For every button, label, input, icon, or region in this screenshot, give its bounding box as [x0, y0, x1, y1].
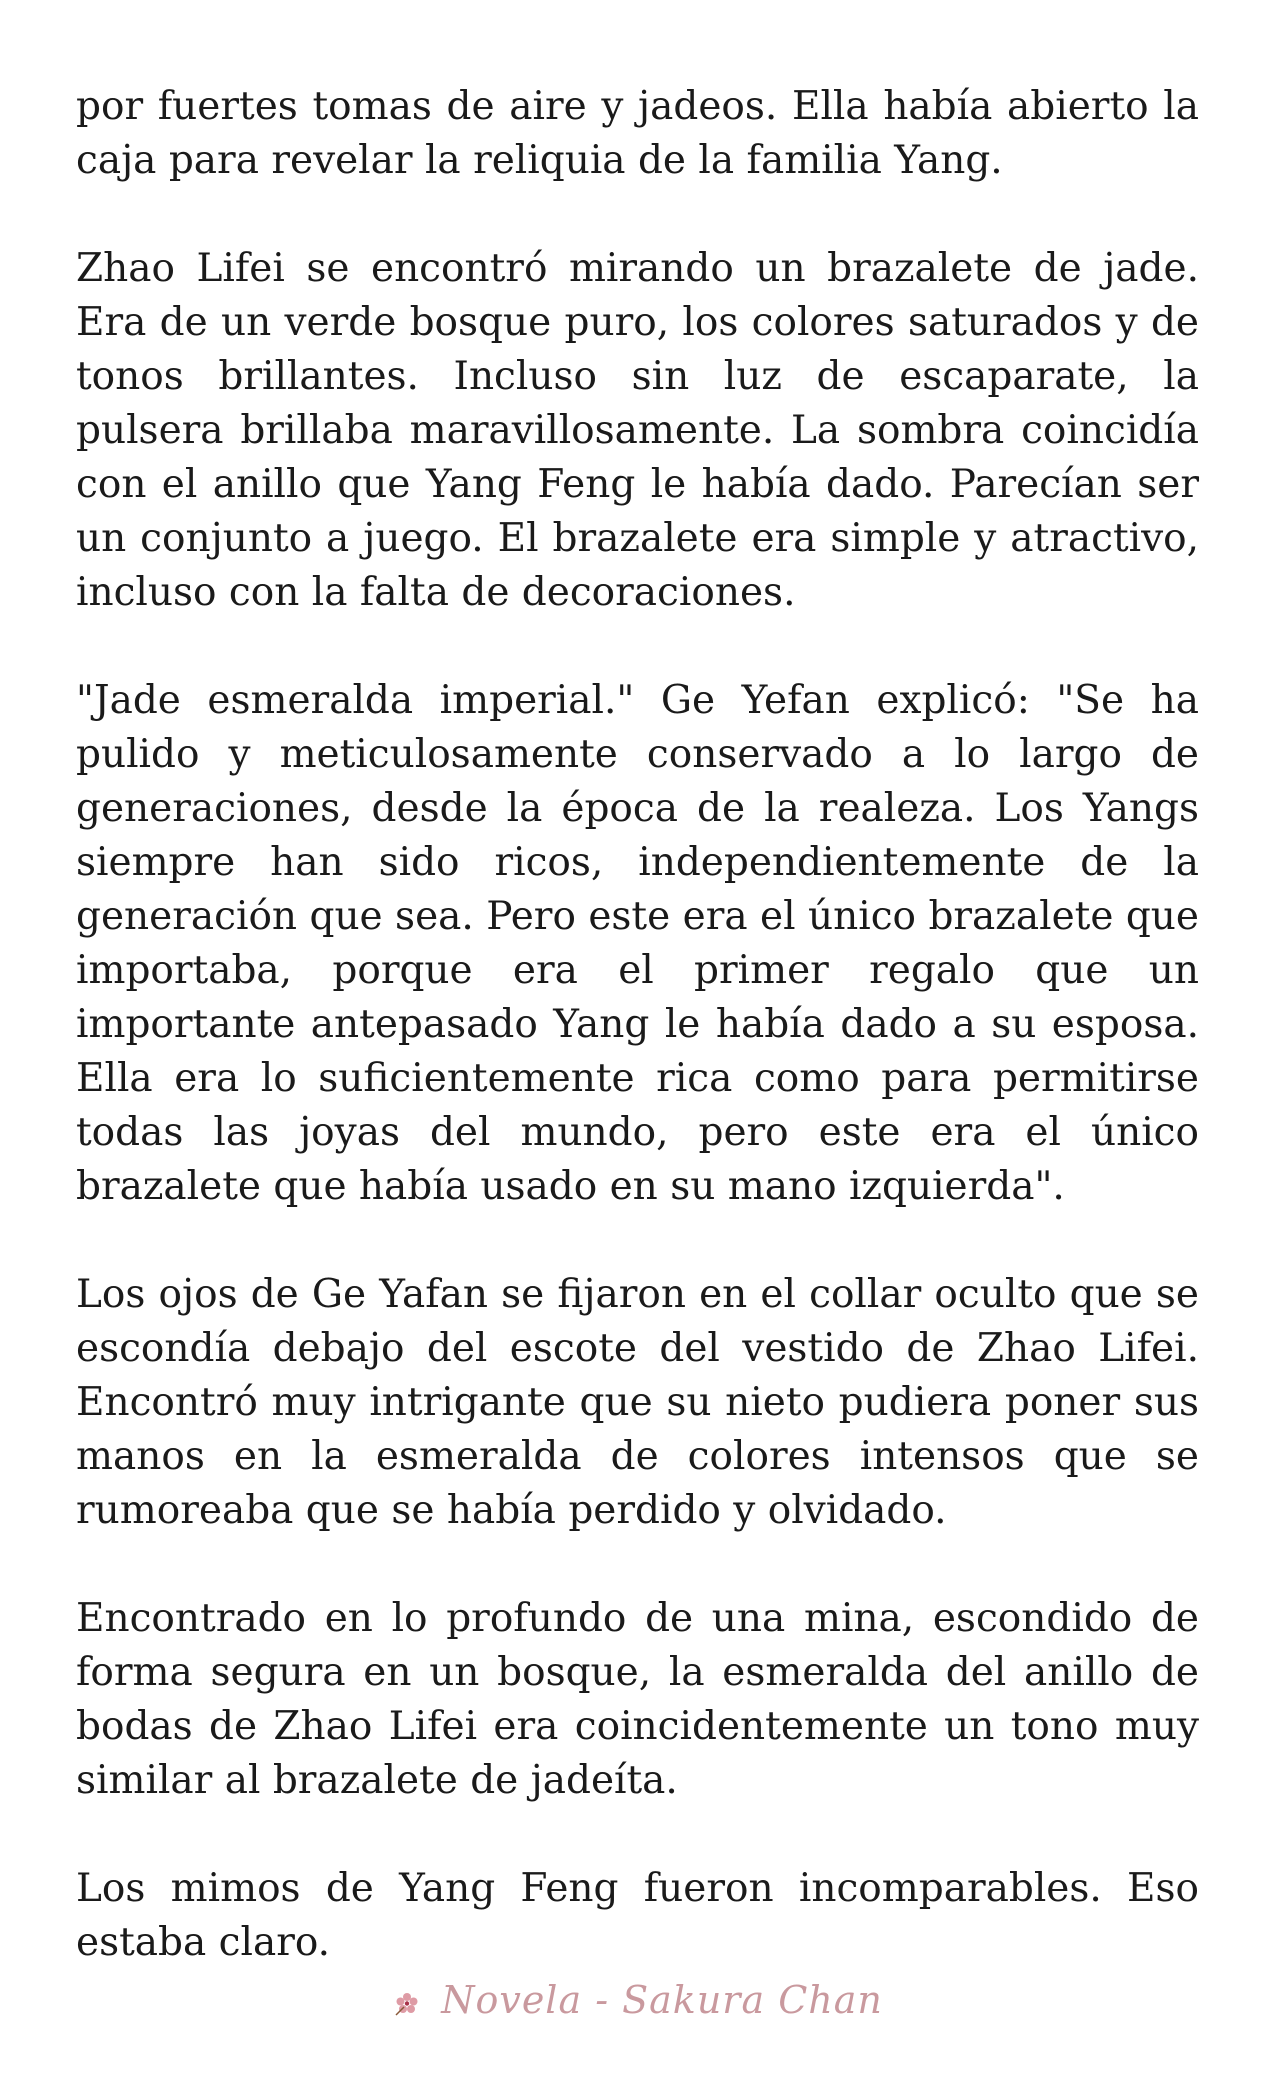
watermark	[0, 1978, 1275, 2022]
paragraph-3: "Jade esmeralda imperial." Ge Yefan explicó: "Se ha pulido y meticulosamente conservado a lo largo de generaciones, desde la época de la realeza. Los Yangs siempre han sido ricos, independientemente de la generación que sea. Pero este era el único brazalete que importaba, porque era el primer regalo que un importante antepasado Yang le había dado a su esposa. Ella era lo suficientemente rica como para permitirse todas las joyas del mundo, pero este era el único brazalete que había usado en su mano izquierda".	[76, 678, 1199, 1209]
paragraph-4: Los ojos de Ge Yafan se fijaron en el collar oculto que se escondía debajo del escote del vestido de Zhao Lifei. Encontró muy intrigante que su nieto pudiera poner sus manos en la esmeralda de colores intensos que se rumoreaba que se había perdido y olvidado.	[76, 1272, 1199, 1533]
watermark-text: Novela - Sakura Chan	[441, 1978, 883, 2022]
paragraph-2: Zhao Lifei se encontró mirando un brazalete de jade. Era de un verde bosque puro, los colores saturados y de tonos brillantes. Incluso sin luz de escaparate, la pulsera brillaba maravillosamente. La sombra coincidía con el anillo que Yang Feng le había dado. Parecían ser un conjunto a juego. El brazalete era simple y atractivo, incluso con la falta de decoraciones.	[76, 246, 1199, 615]
paragraph-5: Encontrado en lo profundo de una mina, escondido de forma segura en un bosque, la esmeralda del anillo de bodas de Zhao Lifei era coincidentemente un tono muy similar al brazalete de jadeíta.	[76, 1596, 1199, 1803]
paragraph-1: por fuertes tomas de aire y jadeos. Ella había abierto la caja para revelar la reliquia de la familia Yang.	[76, 84, 1199, 183]
sakura-flower-icon	[392, 1989, 422, 2019]
document-body	[76, 80, 1199, 1970]
paragraph-6: Los mimos de Yang Feng fueron incomparables. Eso estaba claro.	[76, 1866, 1199, 1965]
